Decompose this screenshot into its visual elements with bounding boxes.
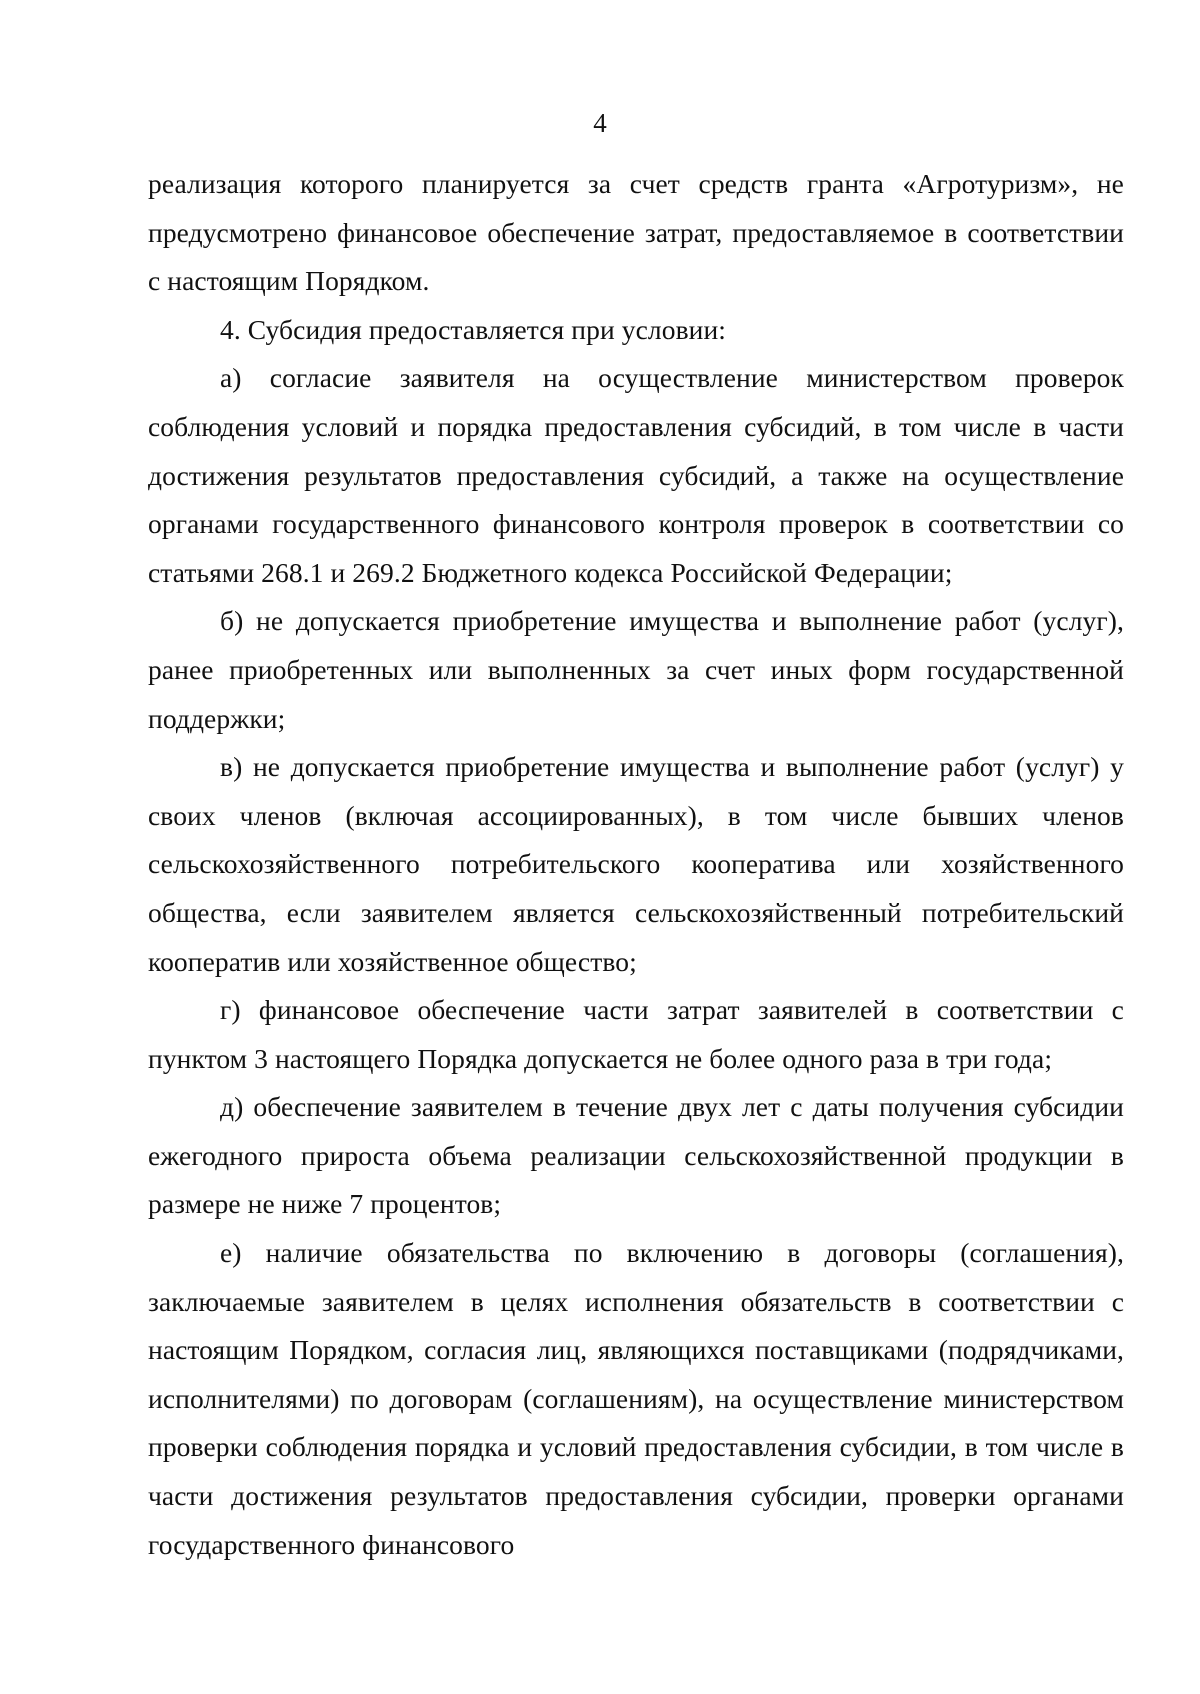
paragraph-clause-4: 4. Субсидия предоставляется при условии: <box>220 313 727 345</box>
paragraph-clause-4e: е) наличие обязательства по включению в договоры (соглашения), заключаемые заявителем в целях исполнения обязательств в соответствии с настоящим Порядком, согласия лиц, являющихся поставщиками (подрядчиками, исполнителями) по договорам (соглашениям), на осуществление министерством проверки соблюдения порядка и условий предоставления субсидии, в том числе в части достижения результатов предоставления субсидии, проверки органами государственного финансового <box>148 1237 1124 1560</box>
page-number: 4 <box>593 108 607 138</box>
paragraph-clause-4d: д) обеспечение заявителем в течение двух лет с даты получения субсидии ежегодного прироста объема реализации сельскохозяйственной продукции в размере не ниже 7 процентов; <box>148 1091 1124 1220</box>
document-body <box>148 160 1124 1569</box>
paragraph-clause-4g: г) финансовое обеспечение части затрат заявителей в соответствии с пунктом 3 настоящего Порядка допускается не более одного раза в три года; <box>148 994 1124 1074</box>
paragraph-clause-4v: в) не допускается приобретение имущества и выполнение работ (услуг) у своих членов (включая ассоциированных), в том числе бывших членов сельскохозяйственного потребительского кооператива или хозяйственного общества, если заявителем является сельскохозяйственный потребительский кооператив или хозяйственное общество; <box>148 751 1124 977</box>
paragraph-clause-4b: б) не допускается приобретение имущества и выполнение работ (услуг), ранее приобретенных или выполненных за счет иных форм государственной поддержки; <box>148 605 1124 734</box>
paragraph-clause-4a: а) согласие заявителя на осуществление министерством проверок соблюдения условий и порядка предоставления субсидий, в том числе в части достижения результатов предоставления субсидий, а также на осуществление органами государственного финансового контроля проверок в соответствии со статьями 268.1 и 269.2 Бюджетного кодекса Российской Федерации; <box>148 362 1124 588</box>
paragraph-continuation: реализация которого планируется за счет средств гранта «Агротуризм», не предусмотрено финансовое обеспечение затрат, предоставляемое в соответствии с настоящим Порядком. <box>148 168 1124 297</box>
